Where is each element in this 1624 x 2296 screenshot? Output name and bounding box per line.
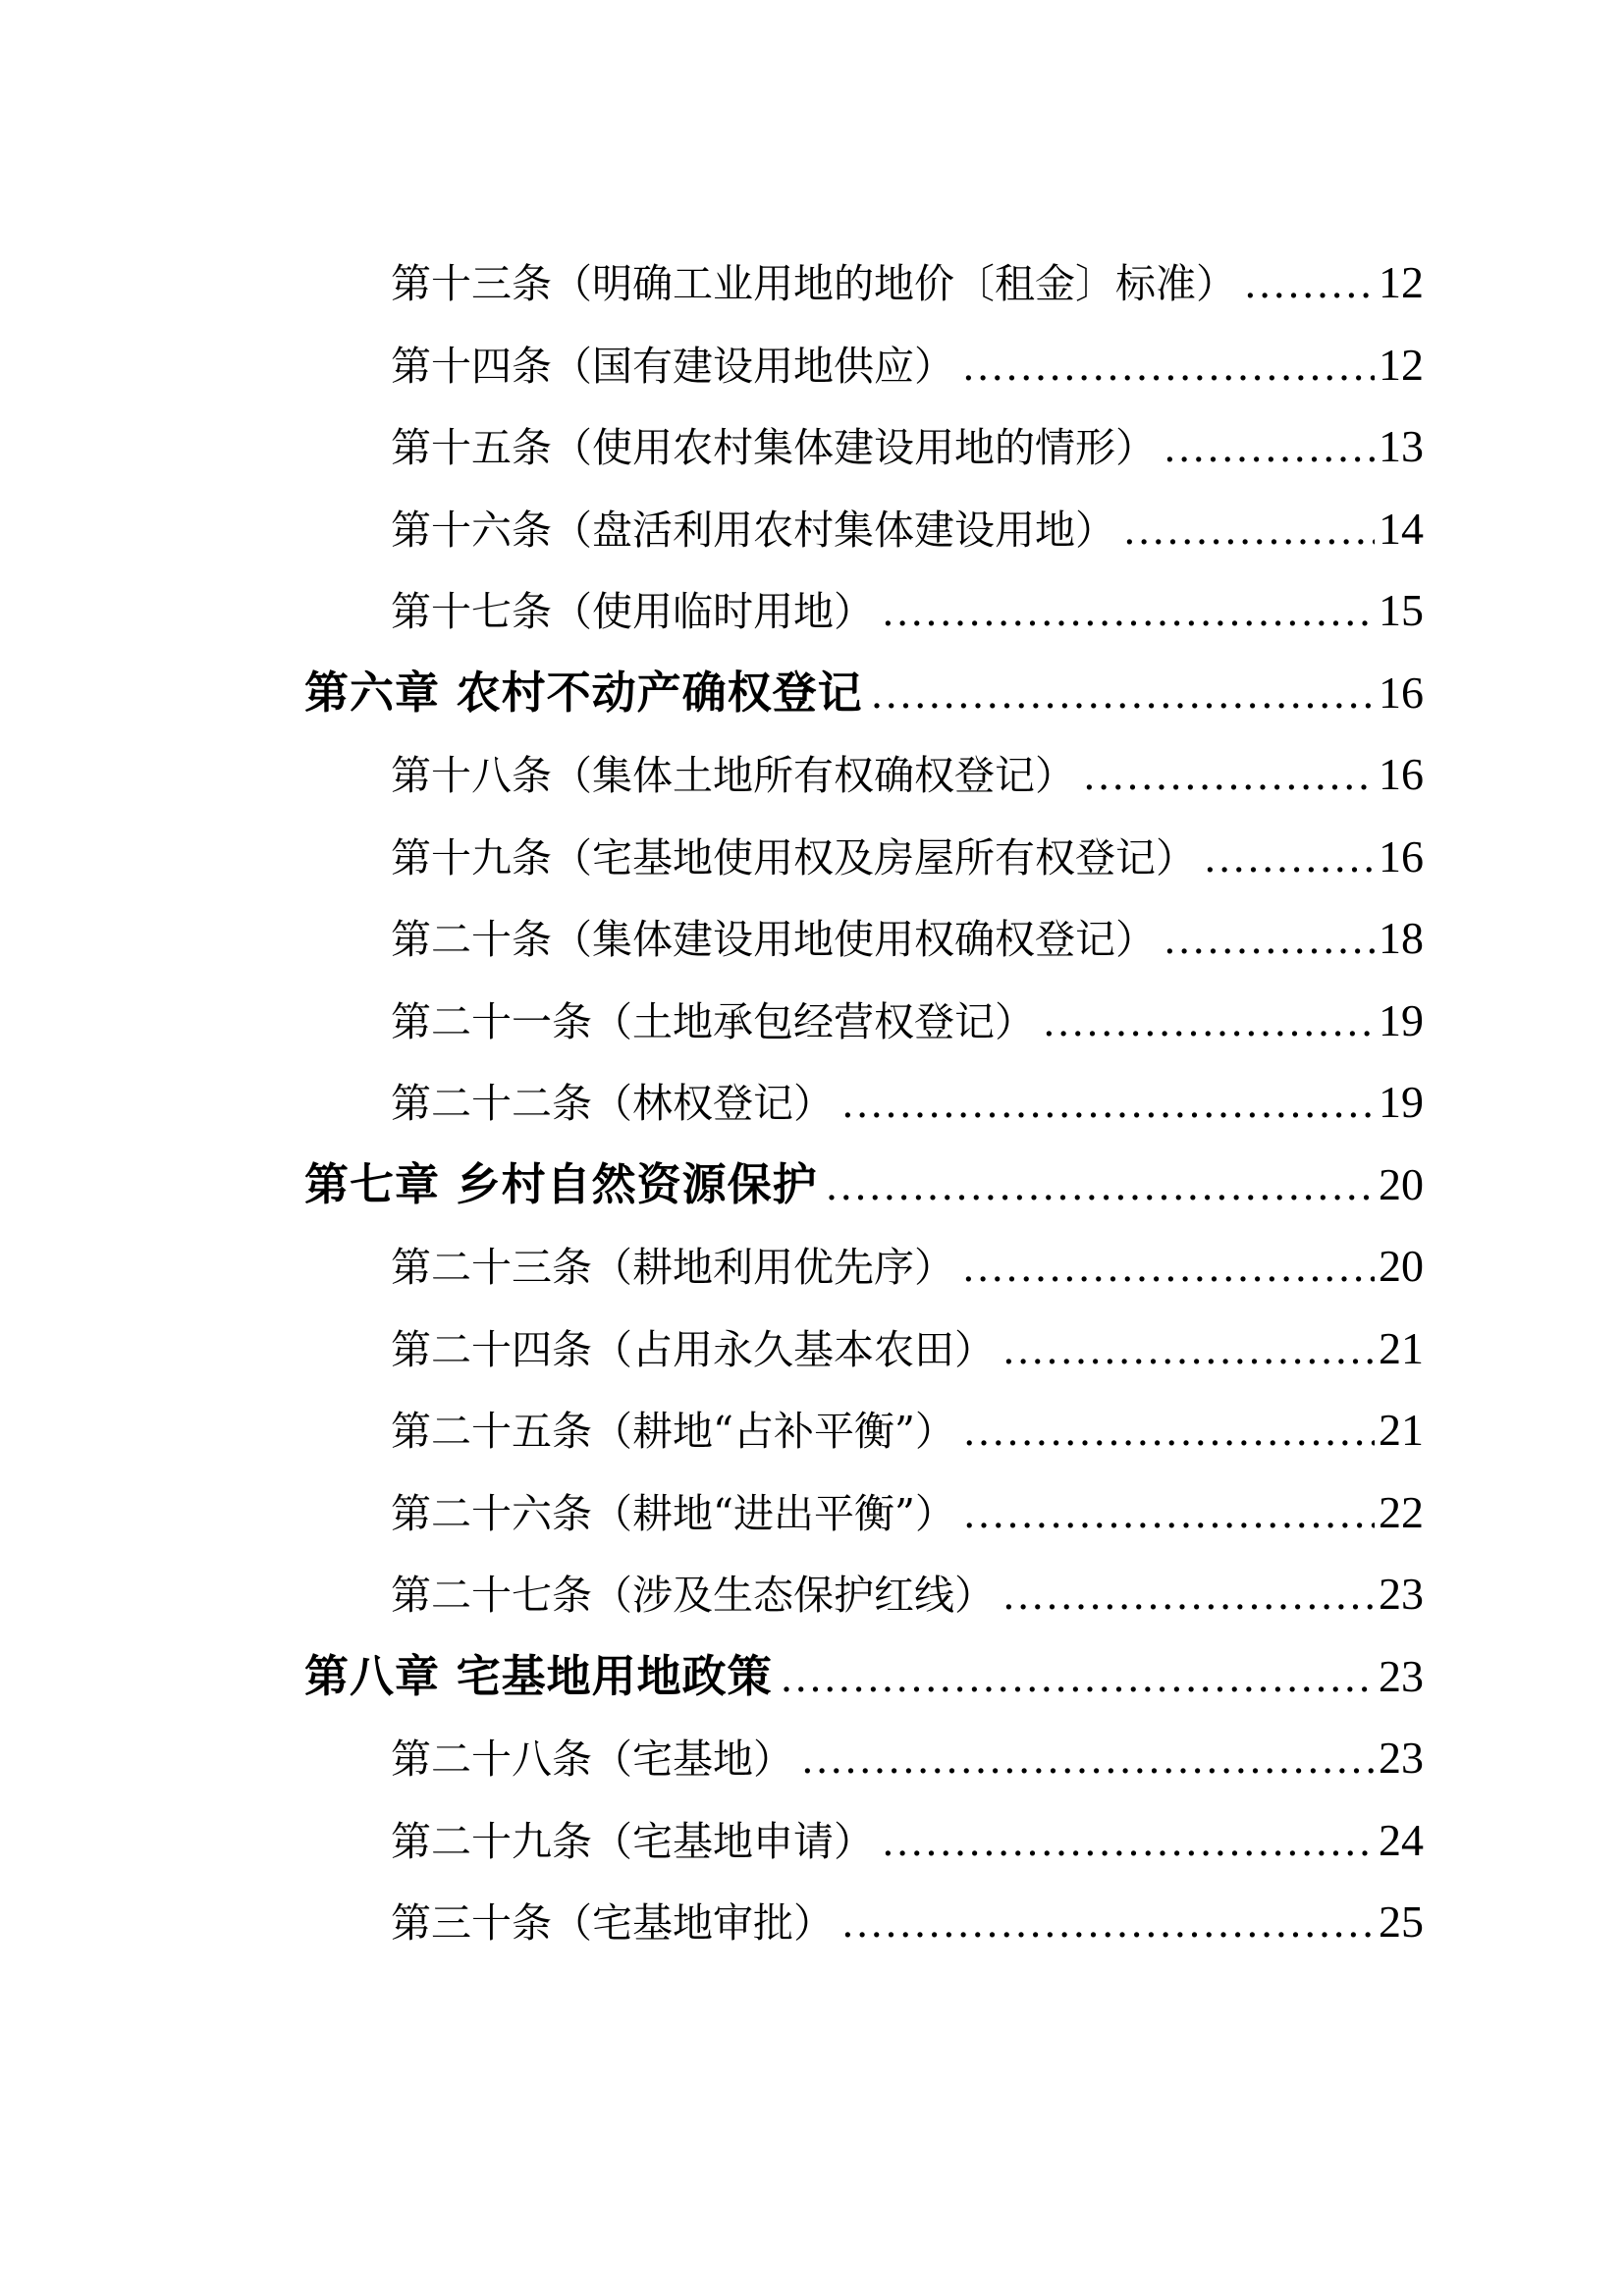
toc-entry-label: 第十三条（明确工业用地的地价〔租金〕标准） bbox=[391, 260, 1236, 307]
toc-page-number: 16 bbox=[1379, 749, 1424, 799]
toc-page-number: 25 bbox=[1379, 1896, 1424, 1947]
dot-leader bbox=[841, 1884, 1375, 1966]
toc-entry-article[interactable] bbox=[304, 241, 1424, 324]
toc-page-number: 16 bbox=[1379, 667, 1424, 718]
toc-entry-article[interactable] bbox=[304, 405, 1424, 488]
dot-leader bbox=[841, 1064, 1375, 1147]
toc-entry-label: 第二十四条（占用永久基本农田） bbox=[391, 1325, 995, 1373]
dot-leader bbox=[1043, 983, 1375, 1065]
toc-entry-label: 第二十六条（耕地“进出平衡”） bbox=[391, 1489, 955, 1537]
toc-entry-label: 第二十五条（耕地“占补平衡”） bbox=[391, 1408, 955, 1455]
toc-entry-article[interactable] bbox=[304, 1881, 1424, 1963]
toc-entry-article[interactable] bbox=[304, 733, 1424, 816]
toc-entry-article[interactable] bbox=[304, 569, 1424, 652]
toc-entry-article[interactable] bbox=[304, 1389, 1424, 1471]
toc-page-number: 16 bbox=[1379, 830, 1424, 881]
toc-entry-label: 第二十三条（耕地利用优先序） bbox=[391, 1244, 954, 1291]
toc-entry-article[interactable] bbox=[304, 1799, 1424, 1882]
toc-page-number: 19 bbox=[1379, 1077, 1424, 1127]
toc-entry-label: 第十七条（使用临时用地） bbox=[391, 588, 874, 635]
toc-entry-label: 第二十一条（土地承包经营权登记） bbox=[391, 997, 1035, 1045]
toc-page-number: 20 bbox=[1379, 1241, 1424, 1291]
dot-leader bbox=[882, 572, 1375, 655]
toc-page-number: 23 bbox=[1379, 1650, 1424, 1701]
dot-leader bbox=[882, 1802, 1375, 1885]
dot-leader bbox=[1083, 736, 1375, 819]
toc-entry-article[interactable] bbox=[304, 1225, 1424, 1308]
toc-entry-chapter[interactable] bbox=[304, 1635, 1424, 1718]
toc-entry-label: 第七章 乡村自然资源保护 bbox=[304, 1157, 818, 1210]
toc-entry-article[interactable] bbox=[304, 1717, 1424, 1799]
toc-entry-label: 第二十九条（宅基地申请） bbox=[391, 1817, 874, 1865]
toc-entry-label: 第十八条（集体土地所有权确权登记） bbox=[391, 752, 1075, 799]
toc-page-number: 14 bbox=[1379, 503, 1424, 554]
toc-entry-label: 第十四条（国有建设用地供应） bbox=[391, 342, 954, 390]
toc-page-number: 13 bbox=[1379, 421, 1424, 471]
toc-page-number: 21 bbox=[1379, 1322, 1424, 1373]
toc-entry-label: 第六章 农村不动产确权登记 bbox=[304, 666, 863, 719]
dot-leader bbox=[1123, 491, 1375, 573]
dot-leader bbox=[801, 1720, 1375, 1802]
toc-entry-label: 第十六条（盘活利用农村集体建设用地） bbox=[391, 506, 1115, 554]
toc-entry-article[interactable] bbox=[304, 488, 1424, 570]
toc-page-number: 21 bbox=[1379, 1405, 1424, 1455]
dot-leader bbox=[1244, 244, 1375, 327]
dot-leader bbox=[1204, 819, 1375, 901]
toc-page-number: 23 bbox=[1379, 1569, 1424, 1619]
toc-entry-label: 第八章 宅基地用地政策 bbox=[304, 1649, 773, 1702]
dot-leader bbox=[781, 1638, 1375, 1721]
toc-entry-label: 第二十七条（涉及生态保护红线） bbox=[391, 1572, 995, 1619]
toc-entry-article[interactable] bbox=[304, 324, 1424, 406]
dot-leader bbox=[1164, 408, 1375, 491]
toc-entry-article[interactable] bbox=[304, 980, 1424, 1062]
toc-entry-label: 第二十八条（宅基地） bbox=[391, 1735, 793, 1783]
toc-entry-article[interactable] bbox=[304, 1308, 1424, 1390]
toc-entry-article[interactable] bbox=[304, 1471, 1424, 1554]
dot-leader bbox=[871, 655, 1375, 737]
dot-leader bbox=[1002, 1556, 1375, 1638]
toc-entry-chapter[interactable] bbox=[304, 652, 1424, 734]
dot-leader bbox=[962, 327, 1375, 409]
dot-leader bbox=[963, 1474, 1375, 1557]
toc-page-number: 12 bbox=[1379, 257, 1424, 307]
table-of-contents bbox=[304, 241, 1424, 1963]
toc-entry-label: 第三十条（宅基地审批） bbox=[391, 1899, 834, 1947]
toc-page-number: 24 bbox=[1379, 1814, 1424, 1865]
toc-entry-label: 第十九条（宅基地使用权及房屋所有权登记） bbox=[391, 833, 1196, 881]
toc-page-number: 22 bbox=[1379, 1486, 1424, 1537]
toc-page-number: 20 bbox=[1379, 1158, 1424, 1209]
toc-entry-label: 第十五条（使用农村集体建设用地的情形） bbox=[391, 424, 1156, 471]
toc-entry-article[interactable] bbox=[304, 1061, 1424, 1144]
dot-leader bbox=[826, 1147, 1375, 1229]
toc-entry-article[interactable] bbox=[304, 1553, 1424, 1635]
dot-leader bbox=[962, 1228, 1375, 1310]
dot-leader bbox=[1002, 1310, 1375, 1393]
toc-entry-article[interactable] bbox=[304, 816, 1424, 898]
toc-page-number: 15 bbox=[1379, 585, 1424, 635]
dot-leader bbox=[963, 1392, 1375, 1474]
dot-leader bbox=[1164, 900, 1375, 983]
toc-page-number: 19 bbox=[1379, 994, 1424, 1045]
toc-entry-label: 第二十条（集体建设用地使用权确权登记） bbox=[391, 916, 1156, 963]
toc-entry-label: 第二十二条（林权登记） bbox=[391, 1080, 834, 1127]
toc-page-number: 12 bbox=[1379, 339, 1424, 390]
toc-entry-chapter[interactable] bbox=[304, 1144, 1424, 1226]
toc-page-number: 18 bbox=[1379, 913, 1424, 963]
toc-entry-article[interactable] bbox=[304, 897, 1424, 980]
toc-page-number: 23 bbox=[1379, 1733, 1424, 1783]
